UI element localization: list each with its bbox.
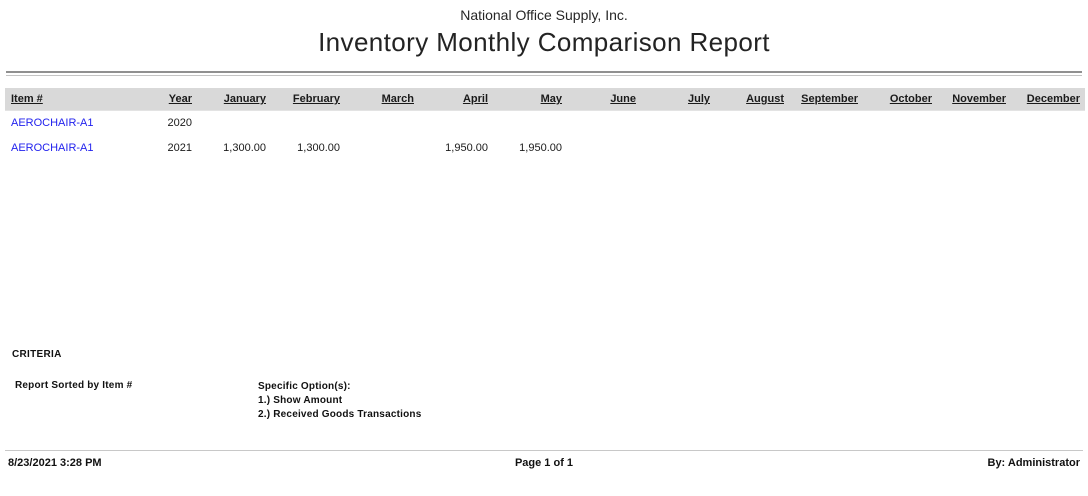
column-header-november: November bbox=[952, 93, 1006, 105]
criteria-sort-text: Report Sorted by Item # bbox=[15, 380, 133, 391]
year-cell: 2020 bbox=[167, 116, 192, 129]
column-header-september: September bbox=[801, 93, 858, 105]
criteria-options-block bbox=[258, 380, 421, 422]
footer-rule bbox=[5, 450, 1083, 451]
column-header-july: July bbox=[687, 93, 710, 105]
amount-cell-january: 1,300.00 bbox=[223, 141, 266, 154]
table-row bbox=[0, 135, 1080, 160]
top-rule-thick bbox=[6, 71, 1082, 73]
column-header-june: June bbox=[610, 93, 636, 105]
footer-page-number: Page 1 of 1 bbox=[514, 457, 574, 469]
column-header-august: August bbox=[746, 93, 784, 105]
inventory-table bbox=[0, 88, 1080, 160]
item-link[interactable]: AEROCHAIR-A1 bbox=[11, 116, 94, 129]
criteria-heading: CRITERIA bbox=[12, 349, 62, 360]
top-rule-thin bbox=[6, 75, 1082, 76]
footer-datetime: 8/23/2021 3:28 PM bbox=[8, 457, 102, 469]
year-cell: 2021 bbox=[167, 141, 192, 154]
footer-generated-by: By: Administrator bbox=[987, 457, 1080, 469]
criteria-options-title: Specific Option(s): bbox=[258, 381, 351, 392]
column-header-december: December bbox=[1026, 93, 1080, 105]
column-header-may: May bbox=[540, 93, 562, 105]
column-header-january: January bbox=[223, 93, 266, 105]
amount-cell-april: 1,950.00 bbox=[445, 141, 488, 154]
amount-cell-february: 1,300.00 bbox=[297, 141, 340, 154]
column-header-february: February bbox=[292, 93, 340, 105]
company-name: National Office Supply, Inc. bbox=[460, 7, 628, 23]
amount-cell-may: 1,950.00 bbox=[519, 141, 562, 154]
criteria-option-item: 1.) Show Amount bbox=[258, 395, 343, 406]
item-link[interactable]: AEROCHAIR-A1 bbox=[11, 141, 94, 154]
table-row bbox=[0, 110, 1080, 135]
column-header-october: October bbox=[889, 93, 932, 105]
column-header-year: Year bbox=[168, 93, 192, 105]
table-header-row bbox=[0, 88, 1080, 110]
report-title: Inventory Monthly Comparison Report bbox=[318, 27, 770, 57]
column-header-item: Item # bbox=[11, 93, 43, 105]
column-header-march: March bbox=[381, 93, 414, 105]
column-header-april: April bbox=[462, 93, 488, 105]
criteria-option-item: 2.) Received Goods Transactions bbox=[258, 409, 422, 420]
